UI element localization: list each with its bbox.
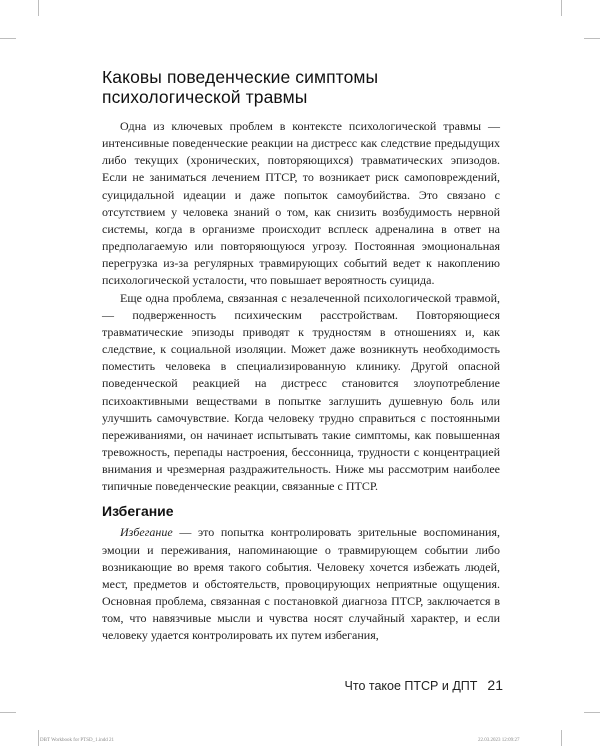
page-number: 21: [487, 677, 503, 693]
print-slug-file: DBT Workbook for PTSD_1.indd 21: [40, 738, 114, 743]
running-footer: [330, 677, 503, 693]
print-slug-date: 22.03.2023 12:09:27: [478, 738, 520, 743]
crop-mark: [0, 712, 16, 713]
crop-mark: [584, 38, 600, 39]
crop-mark: [0, 38, 16, 39]
definition-text: — это попытка контролировать зрительные воспоминания, эмоции и переживания, напоминающие о травмирующем событии либо возникающие во время такого события. Человеку хочется избежать людей, мест, предметов и обстоятельств, провоцирующих неприятные ощущения. Основная проблема, связанная с постановкой диагноза ПТСР, заключается в том, что навязчивые мысли и чувства носят случайный характер, и если человеку удается контролировать их путем избегания,: [102, 525, 500, 643]
page-body: [102, 67, 500, 645]
crop-mark: [561, 730, 562, 746]
crop-mark: [584, 712, 600, 713]
crop-mark: [38, 0, 39, 16]
paragraph: Еще одна проблема, связанная с незалеченной психологической травмой, — подверженность психическим расстройствам. Повторяющиеся травматические эпизоды приводят к трудностям в отношениях и, как следствие, к социальной изоляции. Может даже возникнуть необходимость поместить человека в специализированную клинику. Другой опасной поведенческой реакцией на дистресс становится злоупотребление психоактивными веществами в попытке заглушить душевную боль или улучшить самочувствие. Когда человеку трудно справиться с постоянными переживаниями, он начинает испытывать такие симптомы, как повышенная тревожность, перепады настроения, бессонница, трудности с концентрацией внимания и чрезмерная раздражительность. Ниже мы рассмотрим наиболее типичные поведенческие реакции, связанные с ПТСР.: [102, 290, 500, 494]
crop-mark: [561, 0, 562, 16]
section-heading: Каковы поведенческие симптомы психологической травмы: [102, 67, 379, 107]
paragraph-avoidance: [102, 524, 500, 644]
crop-mark: [38, 730, 39, 746]
footer-section-title: Что такое ПТСР и ДПТ: [344, 679, 478, 693]
subsection-heading: Избегание: [102, 503, 174, 520]
paragraph: Одна из ключевых проблем в контексте психологической травмы — интенсивные поведенческие реакции на дистресс как следствие предыдущих либо текущих (хронических, повторяющихся) травматических эпизодов. Если не заниматься лечением ПТСР, то возникает риск самоповреждений, суицидальной идеации и даже попыток самоубийства. Это связано с отсутствием у человека знаний о том, как снизить возбудимость нервной системы, когда в организме происходит всплеск адреналина в ответ на предполагаемую или повторяющуюся угрозу. Постоянная эмоциональная перегрузка из-за регулярных травмирующих событий ведет к накоплению психологической усталости, что повышает вероятность суицида.: [102, 119, 500, 288]
defined-term: Избегание: [120, 525, 173, 540]
